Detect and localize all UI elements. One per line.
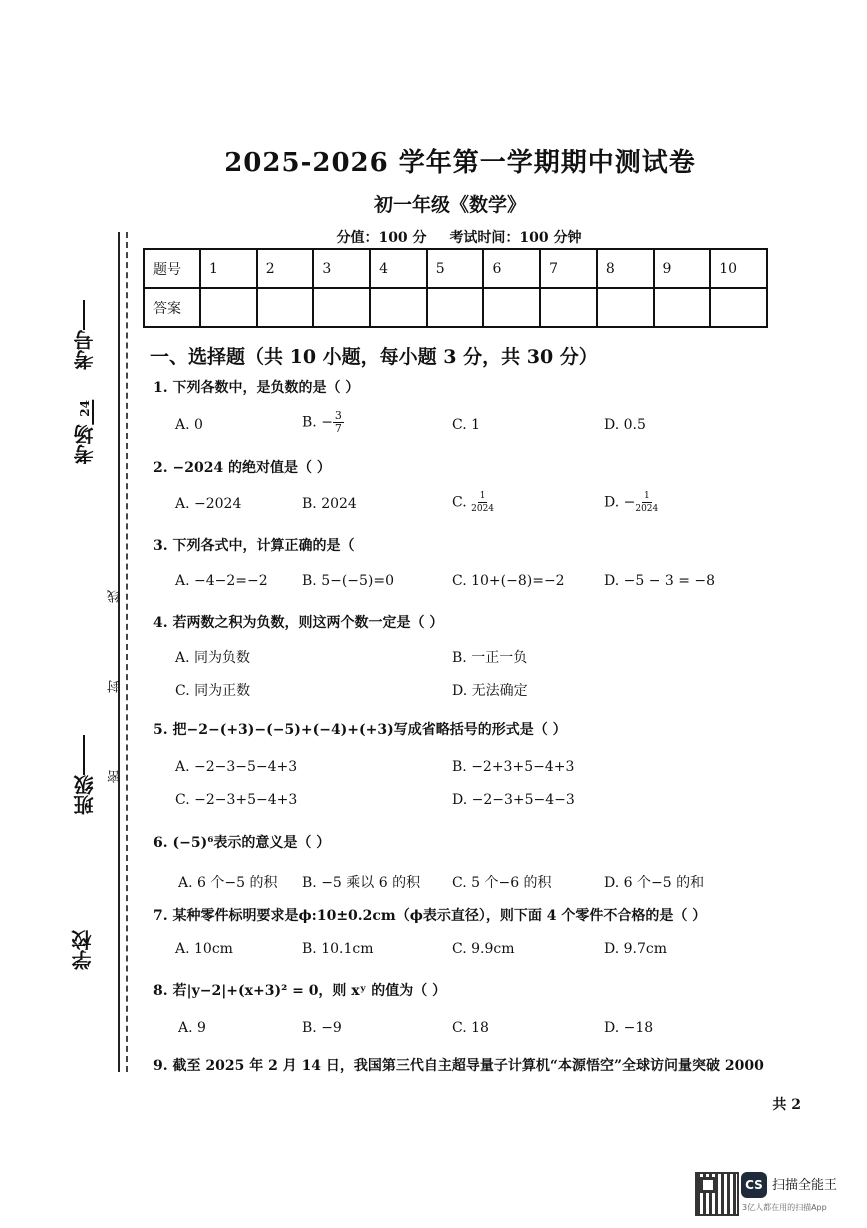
exam-room-label: 考场24 xyxy=(73,400,97,465)
option-c: C. 同为正数 xyxy=(175,683,251,699)
question-5: 5. 把−2−(+3)−(−5)+(−4)+(+3)写成省略括号的形式是（ ） xyxy=(153,722,567,738)
option-a: A. 6 个−5 的积 xyxy=(178,875,278,891)
secret-label: 密 xyxy=(108,770,123,783)
answer-table-number: 4 xyxy=(370,249,427,288)
option-b: B. 5−(−5)=0 xyxy=(302,573,395,589)
scanner-app-name: 扫描全能王 xyxy=(772,1178,838,1193)
answer-table-number: 9 xyxy=(654,249,711,288)
answer-table-number: 5 xyxy=(427,249,484,288)
option-a: A. −2−3−5−4+3 xyxy=(175,759,298,775)
answer-table-number: 7 xyxy=(540,249,597,288)
answer-table-number: 6 xyxy=(483,249,540,288)
scanner-app-tagline: 3亿人都在用的扫描App xyxy=(742,1203,827,1212)
answer-table-number: 2 xyxy=(257,249,314,288)
option-c: C. 9.9cm xyxy=(452,941,515,957)
exam-meta xyxy=(0,227,867,247)
answer-table xyxy=(143,248,768,328)
page-count: 共 2 xyxy=(772,1097,801,1113)
option-a: A. −2024 xyxy=(175,496,242,512)
answer-table-number-row xyxy=(144,249,767,288)
exam-subtitle: 初一年级《数学》 xyxy=(373,194,526,216)
option-d: D. −2−3+5−4−3 xyxy=(452,792,575,808)
answer-cell[interactable] xyxy=(200,288,257,327)
option-d: D. 6 个−5 的和 xyxy=(604,875,705,891)
answer-table-row-header: 题号 xyxy=(144,249,200,288)
question-4: 4. 若两数之积为负数，则这两个数一定是（ ） xyxy=(153,615,444,631)
answer-cell[interactable] xyxy=(710,288,767,327)
option-d: D. −18 xyxy=(604,1020,654,1036)
option-c: C. $\frac{1}{2024}$ xyxy=(452,491,495,514)
answer-cell[interactable] xyxy=(654,288,711,327)
exam-room-value: 24 xyxy=(78,400,94,425)
question-2: 2. −2024 的绝对值是（ ） xyxy=(153,460,331,476)
binding-dashed-line xyxy=(126,232,128,1072)
answer-table-number: 3 xyxy=(313,249,370,288)
option-c: C. 18 xyxy=(452,1020,489,1036)
question-1: 1. 下列各数中，是负数的是（ ） xyxy=(153,380,360,396)
time-label: 考试时间：100 分钟 xyxy=(449,230,582,246)
answer-cell[interactable] xyxy=(313,288,370,327)
answer-cell[interactable] xyxy=(597,288,654,327)
exam-number-label: 考号 xyxy=(70,300,99,370)
option-c: C. 5 个−6 的积 xyxy=(452,875,552,891)
score-label: 分值：100 分 xyxy=(336,230,427,246)
answer-cell[interactable] xyxy=(257,288,314,327)
class-label: 班级 xyxy=(70,735,99,815)
question-9: 9. 截至 2025 年 2 月 14 日，我国第三代自主超导量子计算机“本源悟空”全球访问量突破 2000 xyxy=(153,1058,764,1074)
answer-cell[interactable] xyxy=(540,288,597,327)
option-c: C. −2−3+5−4+3 xyxy=(175,792,298,808)
section-heading: 一、选择题（共 10 小题，每小题 3 分，共 30 分） xyxy=(150,346,598,368)
option-c: C. 1 xyxy=(452,417,481,433)
answer-table-number: 8 xyxy=(597,249,654,288)
option-d: D. − $\frac{1}{2024}$ xyxy=(604,491,659,514)
option-b: B. −2+3+5−4+3 xyxy=(452,759,575,775)
question-6: 6. (−5)⁶表示的意义是（ ） xyxy=(153,835,331,851)
answer-cell[interactable] xyxy=(483,288,540,327)
question-8: 8. 若|y−2|+(x+3)² = 0，则 xʸ 的值为（ ） xyxy=(153,983,447,999)
option-b: B. −5 乘以 6 的积 xyxy=(302,875,421,891)
option-b: B. 2024 xyxy=(302,496,357,512)
answer-table-number: 10 xyxy=(710,249,767,288)
option-a: A. −4−2=−2 xyxy=(175,573,268,589)
option-a: A. 9 xyxy=(178,1020,206,1036)
answer-cell[interactable] xyxy=(427,288,484,327)
camscanner-logo-icon: CS xyxy=(741,1172,767,1198)
option-b: B. 一正一负 xyxy=(452,650,528,666)
qr-code-icon xyxy=(695,1172,739,1216)
option-b: B. − $\frac{3}{7}$ xyxy=(302,409,342,435)
question-7: 7. 某种零件标明要求是ϕ:10±0.2cm（ϕ表示直径），则下面 4 个零件不合格的是（ ） xyxy=(153,908,707,924)
option-a: A. 10cm xyxy=(175,941,233,957)
option-b: B. 10.1cm xyxy=(302,941,374,957)
seal-label: 封 xyxy=(108,680,123,693)
option-c: C. 10+(−8)=−2 xyxy=(452,573,565,589)
option-a: A. 同为负数 xyxy=(175,650,251,666)
answer-table-answer-row xyxy=(144,288,767,327)
school-label: 学校 xyxy=(71,930,95,970)
exam-title: 2025-2026 学年第一学期期中测试卷 xyxy=(224,148,696,178)
question-3: 3. 下列各式中，计算正确的是（ xyxy=(153,538,355,554)
answer-cell[interactable] xyxy=(370,288,427,327)
option-b: B. −9 xyxy=(302,1020,342,1036)
answer-table-number: 1 xyxy=(200,249,257,288)
option-a: A. 0 xyxy=(175,417,203,433)
answer-table-row-header: 答案 xyxy=(144,288,200,327)
option-d: D. 9.7cm xyxy=(604,941,668,957)
option-d: D. −5 − 3 = −8 xyxy=(604,573,716,589)
option-d: D. 0.5 xyxy=(604,417,646,433)
option-d: D. 无法确定 xyxy=(452,683,528,699)
seal-line-label: 线 xyxy=(108,590,123,603)
binding-line xyxy=(118,232,120,1072)
